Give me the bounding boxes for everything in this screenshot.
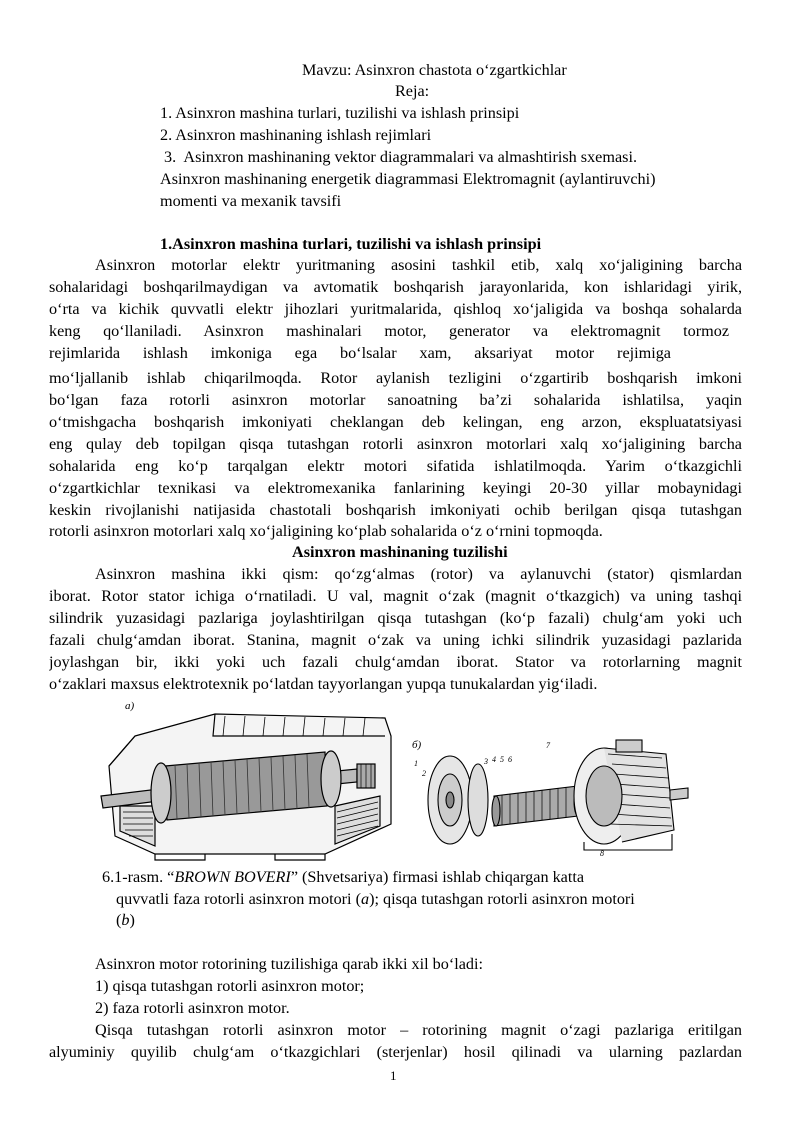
paragraph-line: o‘zgartkichlar texnikasi va elektromexanika fanlarining keyingi 20-30 yillar mobaynidagi [49,479,742,497]
figure-label-b: б) [412,739,422,751]
figure-caption: 6.1-rasm. “BROWN BOVERI” (Shvetsariya) firmasi ishlab chiqargan katta [102,868,585,886]
paragraph-line: o‘zaklari maxsus elektrotexnik po‘latdan tayyorlangan yupqa tunukalardan yig‘iladi. [49,675,598,693]
section-heading: 1.Asinxron mashina turlari, tuzilishi va ishlash prinsipi [160,235,542,253]
plan-item: 2. Asinxron mashinaning ishlash rejimlari [160,126,432,144]
paragraph-line: mo‘ljallanib ishlab chiqarilmoqda. Rotor aylanish tezligini o‘zgartirib boshqarish imkoni [49,369,742,387]
plan-label: Reja: [395,82,430,100]
paragraph-line: keng qo‘llaniladi. Asinxron mashinalari motor, generator va elektromagnit tormoz [49,322,729,340]
plan-item: 3. Asinxron mashinaning vektor diagrammalari va almashtirish sxemasi. [160,148,637,166]
part-number: 5 [500,755,504,764]
page-number: 1 [390,1068,397,1083]
list-item: 1) qisqa tutashgan rotorli asinxron motor; [95,977,365,995]
plan-item: Asinxron mashinaning energetik diagrammasi Elektromagnit (aylantiruvchi) [160,170,656,188]
part-number: 4 [492,755,496,764]
list-item: 2) faza rotorli asinxron motor. [95,999,290,1017]
paragraph-line: rotorli asinxron motorlari xalq xo‘jaligining ko‘plab sohalarida o‘z o‘rnini topmoqda. [49,522,603,540]
part-number: 7 [546,741,550,750]
plan-item: 1. Asinxron mashina turlari, tuzilishi va ishlash prinsipi [160,104,520,122]
paragraph-line: silindrik yuzasidagi pazlariga joylashtirilgan qisqa tutashgan (ko‘p fazali) chulg‘am yoki uch [49,609,742,627]
paragraph-line: o‘tmishgacha boshqarish imkoniyati cheklangan deb kelingan, eng arzon, ekspluatatsiyasi [49,413,742,431]
part-number: 1 [414,759,418,768]
part-number: 6 [508,755,512,764]
squirrel-cage-motor-figure [408,734,690,861]
paragraph-line: iborat. Rotor stator ichiga o‘rnatiladi. U val, magnit o‘zak (magnit o‘tkazgich) va uning tashqi [49,587,742,605]
paragraph-line: alyuminiy quyilib chulg‘am o‘tkazgichlari (sterjenlar) hosil qilinadi va ularning pazlardan [49,1043,742,1061]
paragraph-line: joylashgan bir, ikki yoki uch fazali chulg‘amdan iborat. Stator va rotorlarning magnit [49,653,742,671]
paragraph-line: rejimlarida ishlash imkoniga ega bo‘lsalar xam, aksariyat motor rejimiga [49,344,671,362]
figure-label-a: a) [125,700,135,712]
figure-caption: quvvatli faza rotorli asinxron motori (a); qisqa tutashgan rotorli asinxron motori [116,890,635,908]
paragraph-line: keskin rivojlanishi natijasida chastotali boshqarish imkoniyati ochib berilgan qisqa tutashgan [49,501,742,519]
paragraph-line: sohalaridagi boshqarilmaydigan va avtomatik boshqarish jarayonlarida, kon ishlaridagi yirik, [49,278,742,296]
paragraph-line: fazali chulg‘amdan iborat. Stanina, magnit o‘zak va uning ichki silindrik yuzasidagi pazlarida [49,631,742,649]
section-heading: Asinxron mashinaning tuzilishi [292,543,508,561]
part-number: 3 [484,757,488,766]
wound-rotor-motor-figure [95,696,397,861]
topic-title: Mavzu: Asinxron chastota o‘zgartkichlar [302,61,567,79]
paragraph-line: bo‘lgan faza rotorli asinxron motorlar sanoatning ba’zi sohalarida ishlatilsa, yaqin [49,391,742,409]
paragraph-line: eng qulay deb topilgan qisqa tutashgan rotorli asinxron motorlari xalq xo‘jaligining barcha [49,435,742,453]
paragraph-line: o‘rta va kichik quvvatli elektr jihozlari yuritmalarida, qishloq xo‘jaligida va boshqa sohalarda [49,300,742,318]
figure-caption: (b) [116,911,135,929]
part-number: 8 [600,849,604,858]
paragraph-line: Asinxron mashina ikki qism: qo‘zg‘almas (rotor) va aylanuvchi (stator) qismlardan [95,565,742,583]
plan-item: momenti va mexanik tavsifi [160,192,342,210]
paragraph-line: Asinxron motorlar elektr yuritmaning asosini tashkil etib, xalq xo‘jaligining barcha [95,256,742,274]
paragraph-line: Qisqa tutashgan rotorli asinxron motor – rotorining magnit o‘zagi pazlariga eritilgan [95,1021,742,1039]
paragraph-line: sohalarida eng ko‘p tarqalgan elektr motori sifatida ishlatilmoqda. Yarim o‘tkazgichli [49,457,742,475]
part-number: 2 [422,769,426,778]
paragraph-line: Asinxron motor rotorining tuzilishiga qarab ikki xil bo‘ladi: [95,955,483,973]
